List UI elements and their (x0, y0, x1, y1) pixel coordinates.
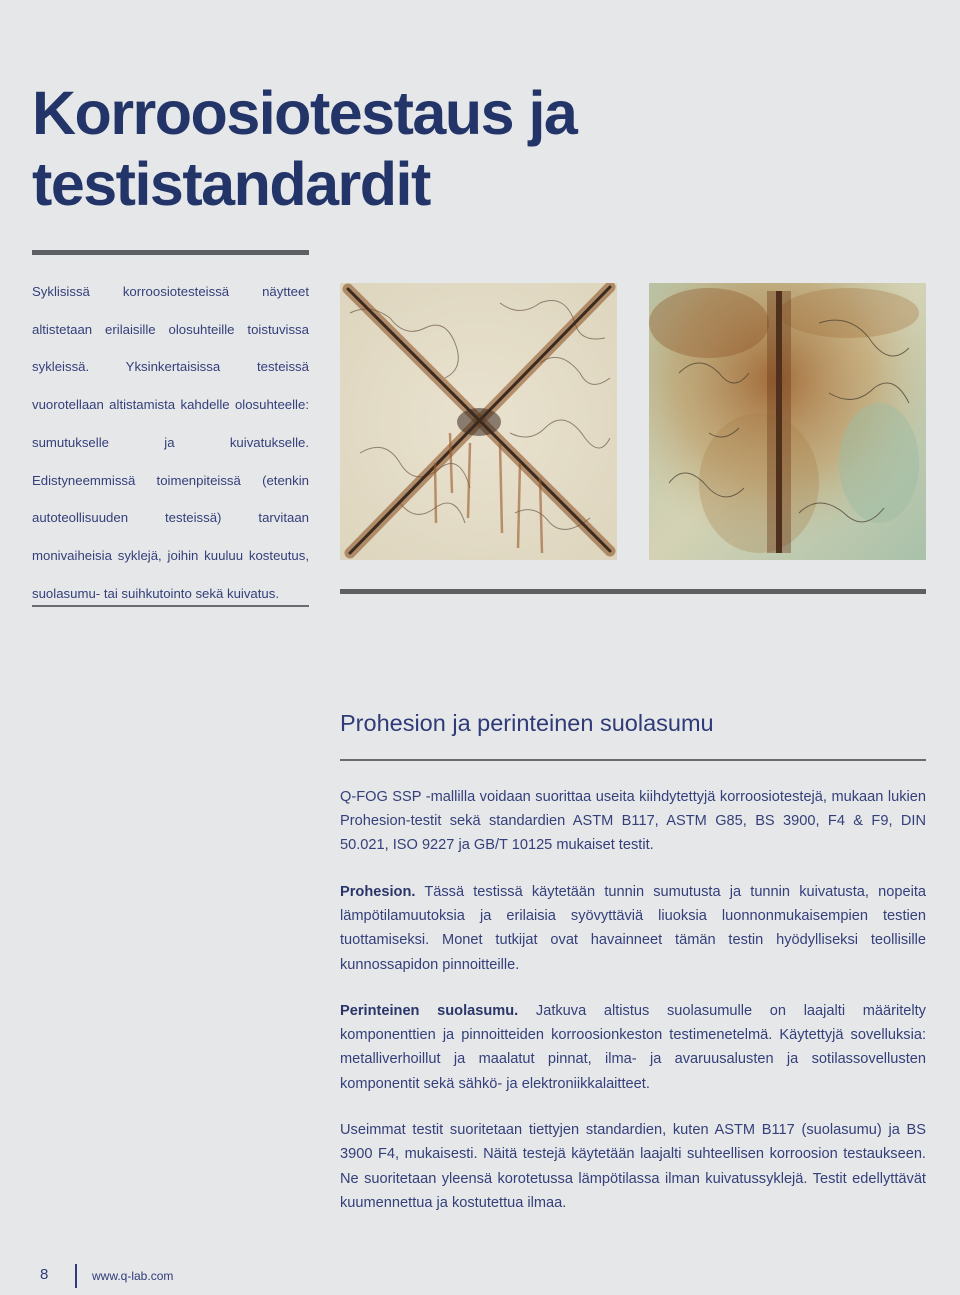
page-title-line-2: testistandardit (32, 150, 430, 218)
paragraph-q-fog: Q-FOG SSP -mallilla voidaan suorittaa useita kiihdytettyjä korroosiotestejä, mukaan lukien Prohesion-testit sekä standardien ASTM B117, ASTM G85, BS 3900, F4 & F9, DIN 50.021, ISO 9227 ja GB/T 10125 mukaiset testit. (340, 789, 926, 854)
website-link[interactable]: www.q-lab.com (92, 1269, 174, 1283)
title-divider (32, 250, 309, 255)
images-divider (340, 589, 926, 594)
prohesion-lead: Prohesion. (340, 883, 416, 900)
section-title: Prohesion ja perinteinen suolasumu (340, 710, 714, 736)
section-body (340, 785, 926, 1237)
paragraph-standards: Useimmat testit suoritetaan tiettyjen standardien, kuten ASTM B117 (suolasumu) ja BS 3900 F4, mukaisesti. Näitä testejä käytetään laajalti suhteellisen korroosion testaukseen. Ne suoritetaan yleensä korotetussa lämpötilassa ilman kuivatussyklejä. Testit edellyttävät kuumennettua ja kostutettua ilmaa. (340, 1122, 926, 1211)
paragraph-salt-spray (340, 999, 926, 1096)
page-title-line-1: Korroosiotestaus ja (32, 79, 577, 147)
footer-separator (75, 1264, 77, 1288)
page-number: 8 (40, 1266, 49, 1283)
corrosion-panel-vertical-scribe-image (649, 283, 926, 560)
prohesion-text: Tässä testissä käytetään tunnin sumutusta ja tunnin kuivatusta, nopeita lämpötilamuutoksia ja erilaisia syövyttäviä liuoksia luonnonmukaisempien testien tuottamiseksi. Monet tutkijat ovat havainneet tämän testin hyödylliseksi teollisille kunnossapidon pinnoitteille. (340, 883, 926, 973)
salt-spray-lead: Perinteinen suolasumu. (340, 1003, 519, 1020)
salt-spray-text: Jatkuva altistus suolasumulle on laajalti määritelty komponenttien ja pinnoitteiden korroosionkeston testimenetelmä. Käytettyjä sovelluksia: metalliverhoillut ja maalatut pinnat, ilma- ja avaruusalusten ja sotilassovellusten komponentit sekä sähkö- ja elektroniikkalaitteet. (340, 1003, 926, 1092)
page-title (32, 78, 632, 220)
intro-paragraph: Syklisissä korroosiotesteissä näytteet altistetaan erilaisille olosuhteille toistuvissa sykleissä. Yksinkertaisissa testeissä vuorotellaan altistamista kahdelle olosuhteelle: sumutukselle ja kuivatukselle. Edistyneemmissä toimenpiteissä (etenkin autoteollisuuden testeissä) tarvitaan monivaiheisia syklejä, joihin kuuluu kosteutus, suolasumu- tai suihkutointo sekä kuivatus. (32, 284, 309, 601)
section-divider (340, 759, 926, 761)
paragraph-prohesion (340, 880, 926, 977)
corrosion-panel-x-scribe-image (340, 283, 617, 560)
intro-divider (32, 605, 309, 607)
